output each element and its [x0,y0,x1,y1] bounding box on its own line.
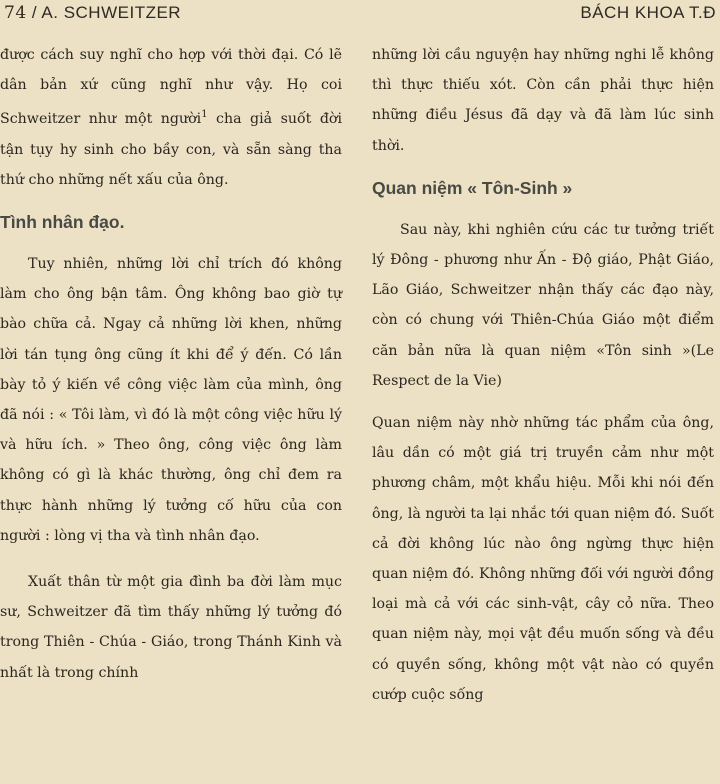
left-paragraph-1-text: được cách suy nghĩ cho hợp với thời đại. Có lẽ dân bản xứ cũng nghĩ như vậy. Họ coi Schweitzer như một người [0,47,342,128]
header-journal: BÁCH KHOA T.Đ [580,3,716,22]
left-paragraph-3: Xuất thân từ một gia đình ba đời làm mục sư, Schweitzer đã tìm thấy những lý tưởng đó trong Thiên - Chúa - Giáo, trong Thánh Kinh và nhất là trong chính [0,574,342,681]
right-paragraph-2: Sau này, khi nghiên cứu các tư tưởng triết lý Đông - phương như Ấn - Độ giáo, Phật Giáo, Lão Giáo, Schweitzer nhận thấy các đạo này, còn có chung với Thiên-Chúa Giáo một điểm căn bản nữa là quan niệm «Tôn sinh »(Le Respect de la Vie) [372,221,714,389]
section-heading-humanitarian: Tình nhân đạo. [0,212,125,233]
header-left [4,3,181,23]
page-number: 74 [4,3,27,23]
left-paragraph-1-end: cha giả suốt đời tận tụy hy sinh cho bầy con, và sẵn sàng tha thứ cho những nết xấu của ông. [0,111,343,188]
running-header [0,0,720,30]
left-column [0,40,342,688]
left-paragraph-2: Tuy nhiên, những lời chỉ trích đó không làm cho ông bận tâm. Ông không bao giờ tự bào chữa cả. Ngay cả những lời khen, những lời tán tụng ông cũng ít khi để ý đến. Có lần bày tỏ ý kiến về công việc làm của mình, ông đã nói : « Tôi làm, vì đó là một công việc hữu lý và hữu ích. » Theo ông, công việc ông làm không có gì là khác thường, ông chỉ đem ra thực hành những lý tưởng cố hữu của con người : lòng vị tha và tình nhân đạo. [0,256,342,544]
header-separator: / [31,3,38,22]
header-author: A. SCHWEITZER [41,3,182,22]
footnote-marker: 1 [201,109,208,121]
right-paragraph-1: những lời cầu nguyện hay những nghi lễ không thì thực thiếu xót. Còn cần phải thực hiện những điều Jésus đã dạy và đã làm lúc sinh thời. [372,47,714,154]
right-paragraph-3: Quan niệm này nhờ những tác phẩm của ông, lâu dần có một giá trị truyền cảm như một phương châm, một khẩu hiệu. Mỗi khi nói đến ông, là người ta lại nhắc tới quan niệm đó. Suốt cả đời không lúc nào ông ngừng thực hiện quan niệm đó. Không những đối với người đồng loại mà cả với các sinh-vật, cây cỏ nữa. Theo quan niệm này, mọi vật đều muốn sống và đều có quyền sống, không một vật nào có quyền cướp cuộc sống [372,415,714,703]
right-column [372,40,714,710]
left-paragraph-1 [0,40,342,195]
section-heading-reverence-for-life: Quan niệm « Tôn-Sinh » [372,177,573,198]
